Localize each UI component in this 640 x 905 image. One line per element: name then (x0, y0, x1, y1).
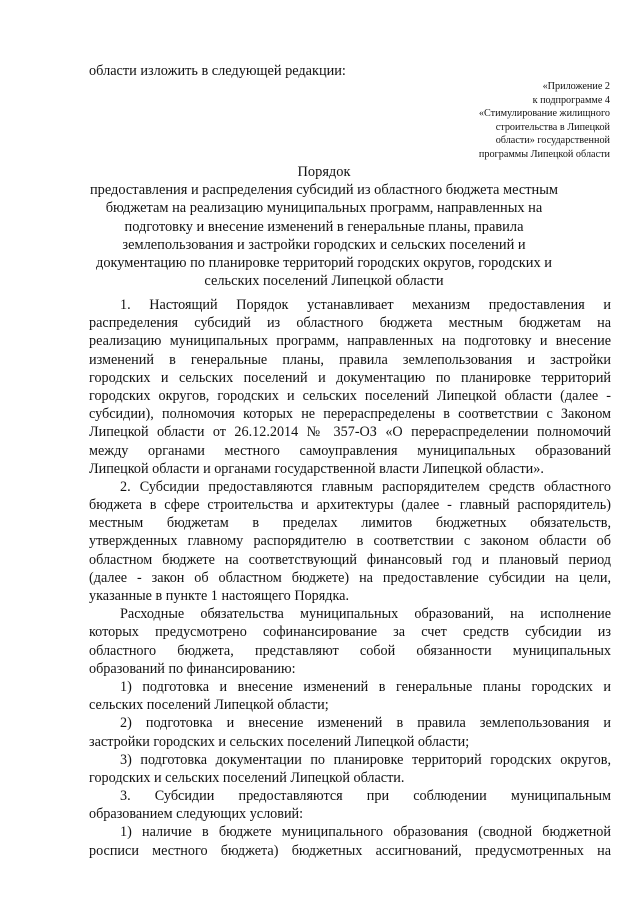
body-line: областном бюджете на соответствующий финансовый год и плановый период (89, 551, 611, 568)
body-line: реализацию муниципальных программ, направленных на подготовку и внесение (89, 333, 611, 350)
body-line: городских и сельских поселений Липецкой области. (89, 769, 405, 786)
title-line: землепользования и застройки городских и сельских поселений и (122, 236, 526, 253)
lead-line: области изложить в следующей редакции: (89, 63, 346, 79)
appendix-line: к подпрограмме 4 (532, 94, 610, 106)
body-line: Расходные обязательства муниципальных образований, на исполнение (120, 606, 611, 623)
appendix-line: программы Липецкой области (478, 148, 610, 160)
title-line: сельских поселений Липецкой области (204, 273, 444, 290)
title-line: бюджетам на реализацию муниципальных программ, направленных на (105, 200, 543, 217)
appendix-reference (430, 80, 610, 161)
body-line: областного бюджета, представляют собой обязанности муниципальных (89, 642, 611, 659)
document-body (89, 296, 611, 860)
title-line: предоставления и распределения субсидий из областного бюджета местным (89, 182, 559, 199)
appendix-line: «Стимулирование жилищного (478, 108, 610, 119)
body-line: распределения субсидий из областного бюджета местным бюджетам на (89, 315, 611, 332)
body-line: образованием следующих условий: (89, 806, 304, 823)
body-line: изменений в генеральные планы, правила землепользования и застройки (89, 351, 611, 368)
body-line: (далее - закон об областном бюджете) на предоставление субсидии на цели, (89, 569, 611, 586)
appendix-line: области» государственной (495, 135, 610, 146)
body-line: субсидии), полномочия которых не перераспределены в соответствии с Законом (89, 406, 611, 423)
appendix-line: «Приложение 2 (542, 81, 610, 92)
title-heading: Порядок (297, 164, 351, 180)
body-line: 1. Настоящий Порядок устанавливает механизм предоставления и (120, 297, 611, 313)
body-line: 1) подготовка и внесение изменений в генеральные планы городских и (120, 678, 611, 695)
title-line: документацию по планировке территорий городских округов, городских и (96, 255, 552, 272)
body-line: Липецкой области от 26.12.2014 № 357-ОЗ «О перераспределении полномочий (89, 424, 611, 441)
body-line: между органами местного самоуправления муниципальных образований (89, 442, 611, 459)
body-line: 3. Субсидии предоставляются при соблюдении муниципальным (120, 788, 611, 805)
document-title (80, 163, 568, 290)
appendix-line: строительства в Липецкой (495, 121, 610, 133)
body-line: бюджета в сфере строительства и архитектуры (далее - главный распорядитель) (89, 497, 611, 514)
body-line: 3) подготовка документации по планировке территорий городских округов, (120, 751, 611, 768)
body-line: 2) подготовка и внесение изменений в правила землепользования и (120, 715, 611, 732)
body-line: застройки городских и сельских поселений Липецкой области; (89, 733, 470, 750)
body-line: 2. Субсидии предоставляются главным распорядителем средств областного (120, 478, 611, 495)
body-line: сельских поселений Липецкой области; (89, 697, 329, 714)
body-line: которых предусмотрено софинансирование за счет средств субсидии из (89, 624, 611, 641)
body-line: росписи местного бюджета) бюджетных ассигнований, предусмотренных на (89, 842, 611, 859)
body-line: Липецкой области и органами государственной власти Липецкой области». (89, 460, 544, 477)
title-line: подготовку и внесение изменений в генеральные планы, правила (124, 218, 524, 235)
body-line: местным бюджетам в пределах лимитов бюджетных обязательств, (89, 515, 611, 532)
body-line: городских и сельских поселений и документацию по планировке территорий (89, 369, 611, 386)
body-line: указанные в пункте 1 настоящего Порядка. (89, 588, 350, 604)
body-line: городских округов, городских и сельских поселений Липецкой области (далее - (89, 387, 611, 404)
body-line: утвержденных главному распорядителю в соответствии с законом области об (89, 533, 611, 550)
body-line: 1) наличие в бюджете муниципального образования (сводной бюджетной (120, 824, 611, 841)
body-line: образований по финансированию: (89, 660, 296, 677)
